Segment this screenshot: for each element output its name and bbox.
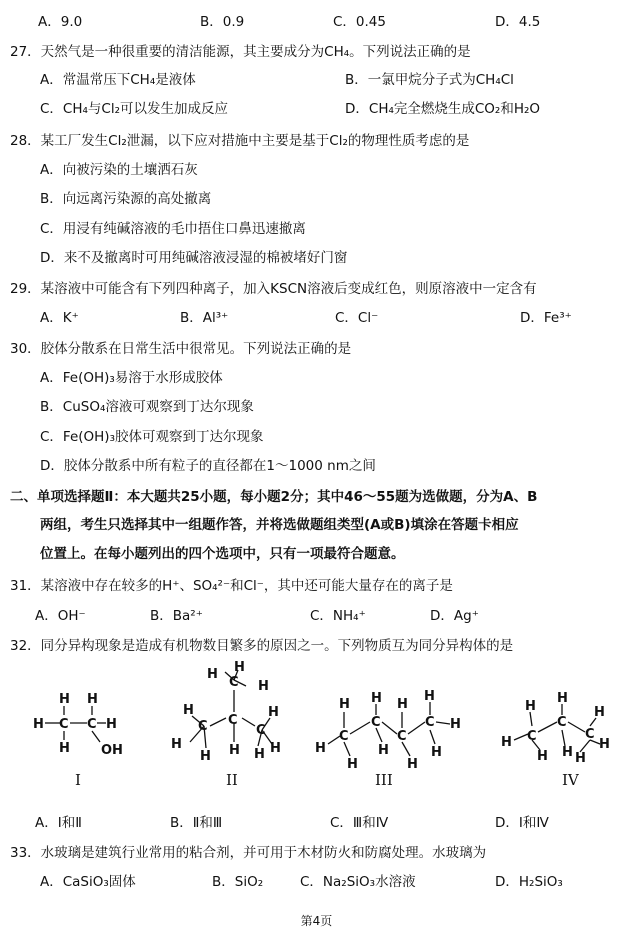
atom-c: C — [87, 717, 97, 732]
structure-label-i: I — [75, 771, 81, 789]
q29-option-c: C．Cl⁻ — [335, 310, 379, 326]
atom-h: H — [315, 741, 326, 756]
atom-h: H — [268, 705, 279, 720]
structure-label-iii: III — [375, 771, 393, 789]
q30-stem: 30．胶体分散系在日常生活中很常见。下列说法正确的是 — [10, 341, 352, 357]
structure-label-ii: II — [226, 771, 238, 789]
q32-option-c: C．Ⅲ和Ⅳ — [330, 815, 389, 831]
q33-option-c: C．Na₂SiO₃水溶液 — [300, 874, 416, 890]
atom-h: H — [347, 757, 358, 772]
q28-option-c: C．用浸有纯碱溶液的毛巾捂住口鼻迅速撤离 — [40, 221, 306, 237]
q30-option-b: B．CuSO₄溶液可观察到丁达尔现象 — [40, 399, 254, 415]
atom-h: H — [537, 749, 548, 764]
atom-h: H — [557, 691, 568, 706]
q27-option-c: C．CH₄与Cl₂可以发生加成反应 — [40, 101, 229, 117]
atom-h: H — [397, 697, 408, 712]
q31-option-a: A．OH⁻ — [35, 608, 86, 624]
q32-stem: 32．同分异构现象是造成有机物数目繁多的原因之一。下列物质互为同分异构体的是 — [10, 638, 514, 654]
q27-option-a: A．常温常压下CH₄是液体 — [40, 72, 196, 88]
q29-stem: 29．某溶液中可能含有下列四种离子，加入KSCN溶液后变成红色，则原溶液中一定含有 — [10, 281, 537, 297]
q27-stem: 27．天然气是一种很重要的清洁能源，其主要成分为CH₄。下列说法正确的是 — [10, 44, 471, 60]
atom-c: C — [557, 715, 567, 730]
q31-option-b: B．Ba²⁺ — [150, 608, 203, 624]
q29-option-a: A．K⁺ — [40, 310, 79, 326]
atom-h: H — [270, 741, 281, 756]
page-footer: 第4页 — [300, 914, 333, 928]
atom-c: C — [397, 729, 407, 744]
atom-h: H — [378, 743, 389, 758]
atom-h: H — [207, 667, 218, 682]
atom-h: H — [450, 717, 461, 732]
atom-h: H — [33, 717, 44, 732]
q29-option-d: D．Fe³⁺ — [520, 310, 572, 326]
q33-stem: 33．水玻璃是建筑行业常用的粘合剂，并可用于木材防火和防腐处理。水玻璃为 — [10, 845, 487, 861]
atom-c: C — [339, 729, 349, 744]
q29-option-b: B．Al³⁺ — [180, 310, 229, 326]
atom-oh: OH — [101, 743, 123, 758]
q28-option-d: D．来不及撤离时可用纯碱溶液浸湿的棉被堵好门窗 — [40, 250, 348, 266]
q32-option-a: A．Ⅰ和Ⅱ — [35, 815, 82, 831]
section2-line-2: 两组，考生只选择其中一组题作答，并将选做题组类型(A或B)填涂在答题卡相应 — [40, 517, 519, 533]
atom-c: C — [371, 715, 381, 730]
atom-h: H — [431, 745, 442, 760]
q26-option-b: B．0.9 — [200, 14, 245, 30]
isomer-structures — [0, 660, 633, 810]
q28-option-a: A．向被污染的土壤洒石灰 — [40, 162, 198, 178]
atom-h: H — [424, 689, 435, 704]
atom-h: H — [575, 751, 586, 766]
q26-option-d: D．4.5 — [495, 14, 541, 30]
atom-h: H — [87, 692, 98, 707]
atom-h: H — [59, 692, 70, 707]
q31-stem: 31．某溶液中存在较多的H⁺、SO₄²⁻和Cl⁻，其中还可能大量存在的离子是 — [10, 578, 453, 594]
q33-option-d: D．H₂SiO₃ — [495, 874, 563, 890]
atom-h: H — [183, 703, 194, 718]
atom-h: H — [339, 697, 350, 712]
q28-option-b: B．向远离污染源的高处撤离 — [40, 191, 212, 207]
atom-h: H — [234, 660, 245, 675]
atom-c: C — [228, 713, 238, 728]
atom-h: H — [254, 747, 265, 762]
atom-h: H — [599, 737, 610, 752]
q30-option-c: C．Fe(OH)₃胶体可观察到丁达尔现象 — [40, 429, 264, 445]
atom-c: C — [256, 723, 266, 738]
q31-option-c: C．NH₄⁺ — [310, 608, 366, 624]
q27-option-b: B．一氯甲烷分子式为CH₄Cl — [345, 72, 514, 88]
q31-option-d: D．Ag⁺ — [430, 608, 479, 624]
q32-option-d: D．Ⅰ和Ⅳ — [495, 815, 549, 831]
atom-h: H — [501, 735, 512, 750]
q33-option-b: B．SiO₂ — [212, 874, 264, 890]
atom-c: C — [527, 729, 537, 744]
atom-c: C — [585, 727, 595, 742]
section2-line-1: 二、单项选择题Ⅱ：本大题共25小题，每小题2分；其中46～55题为选做题，分为A、B — [10, 489, 538, 505]
atom-h: H — [525, 699, 536, 714]
atom-c: C — [198, 719, 208, 734]
q30-option-a: A．Fe(OH)₃易溶于水形成胶体 — [40, 370, 223, 386]
atom-h: H — [171, 737, 182, 752]
section2-line-3: 位置上。在每小题列出的四个选项中，只有一项最符合题意。 — [40, 546, 405, 562]
atom-c: C — [229, 675, 239, 690]
atom-h: H — [594, 705, 605, 720]
q26-option-a: A．9.0 — [38, 14, 83, 30]
atom-h: H — [371, 691, 382, 706]
q33-option-a: A．CaSiO₃固体 — [40, 874, 136, 890]
atom-h: H — [562, 745, 573, 760]
atom-h: H — [200, 749, 211, 764]
atom-c: C — [59, 717, 69, 732]
atom-h: H — [229, 743, 240, 758]
atom-h: H — [59, 741, 70, 756]
atom-h: H — [106, 717, 117, 732]
q28-stem: 28．某工厂发生Cl₂泄漏，以下应对措施中主要是基于Cl₂的物理性质考虑的是 — [10, 133, 470, 149]
q32-option-b: B．Ⅱ和Ⅲ — [170, 815, 223, 831]
atom-h: H — [258, 679, 269, 694]
q26-option-c: C．0.45 — [333, 14, 386, 30]
q27-option-d: D．CH₄完全燃烧生成CO₂和H₂O — [345, 101, 541, 117]
atom-h: H — [407, 757, 418, 772]
atom-c: C — [425, 715, 435, 730]
q30-option-d: D．胶体分散系中所有粒子的直径都在1～1000 nm之间 — [40, 458, 376, 474]
structure-label-iv: IV — [562, 771, 579, 789]
